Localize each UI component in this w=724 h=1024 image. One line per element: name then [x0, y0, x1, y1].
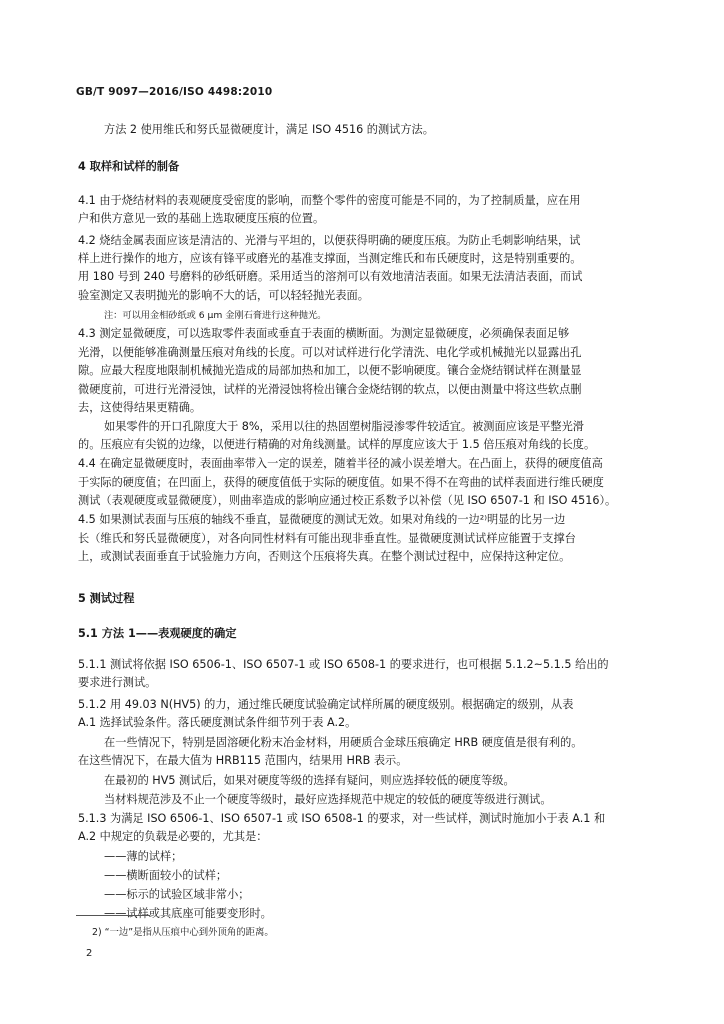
list-item: ——横断面较小的试样；	[104, 869, 228, 882]
paragraph-line: 4.3 测定显微硬度，可以选取零件表面或垂直于表面的横断面。为测定显微硬度，必须确保表面足够	[78, 327, 570, 340]
paragraph-line: 如果零件的开口孔隙度大于 8%，采用以往的热固塑树脂浸渗零件较适宜。被测面应该是平整光滑	[104, 420, 584, 433]
paragraph-line: 4.4 在确定显微硬度时，表面曲率带入一定的误差，随着半径的减小误差增大。在凸面上，获得的硬度值高	[78, 457, 603, 470]
paragraph-line: 上，或测试表面垂直于试验施力方向，否则这个压痕将失真。在整个测试过程中，应保持这种定位。	[78, 550, 571, 563]
paragraph-line: 户和供方意见一致的基础上选取硬度压痕的位置。	[78, 212, 325, 225]
paragraph-line: 的。压痕应有尖锐的边缘，以便进行精确的对角线测量。试样的厚度应该大于 1.5 倍压痕对角线的长度。	[78, 438, 596, 451]
paragraph-line: 长（维氏和努氏显微硬度），对各向同性材料有可能出现非垂直性。显微硬度测试试样应能置于支撑台	[78, 532, 576, 545]
subsection-5-1-heading: 5.1 方法 1——表观硬度的确定	[78, 627, 237, 640]
paragraph-line: 去，这使得结果更精确。	[78, 401, 202, 414]
paragraph-line: 在一些情况下，特别是固溶硬化粉末冶金材料，用硬质合金球压痕确定 HRB 硬度值是很有利的。	[104, 736, 583, 749]
paragraph-line: 5.1.2 用 49.03 N(HV5) 的力，通过维氏硬度试验确定试样所属的硬度级别。根据确定的级别，从表	[78, 698, 574, 711]
paragraph-line: 4.2 烧结金属表面应该是清洁的、光滑与平坦的，以便获得明确的硬度压痕。为防止毛刺影响结果，试	[78, 234, 581, 247]
paragraph-line: 用 180 号到 240 号磨料的砂纸研磨。采用适当的溶剂可以有效地清洁表面。如果无法清洁表面，而试	[78, 270, 583, 283]
paragraph-line: 4.1 由于烧结材料的表观硬度受密度的影响，而整个零件的密度可能是不同的，为了控制质量，应在用	[78, 194, 581, 207]
page-number: 2	[86, 948, 93, 959]
footnote: 2) “一边”是指从压痕中心到外顶角的距离。	[92, 927, 274, 938]
section-4-heading: 4 取样和试样的制备	[78, 160, 180, 173]
paragraph-line: 验室测定又表明抛光的影响不大的话，可以轻轻抛光表面。	[78, 289, 369, 302]
standard-number-header: GB/T 9097—2016/ISO 4498:2010	[76, 86, 273, 98]
paragraph-line: 5.1.1 测试将依据 ISO 6506-1、ISO 6507-1 或 ISO 6508-1 的要求进行，也可根据 5.1.2~5.1.5 给出的	[78, 658, 609, 671]
paragraph-line: 在这些情况下，在最大值为 HRB115 范围内，结果用 HRB 表示。	[78, 754, 408, 767]
paragraph-line: 样上进行操作的地方，应该有锋平或磨光的基准支撑面，当测定维氏和布氏硬度时，这是特别重要的。	[78, 252, 582, 265]
paragraph-line: 4.5 如果测试表面与压痕的轴线不垂直，显微硬度的测试无效。如果对角线的一边²⁾明显的比另一边	[78, 513, 566, 526]
paragraph-line: 隙。应最大程度地限制机械抛光造成的局部加热和加工，以便不影响硬度。镶合金烧结钢试样在测量显	[78, 364, 582, 377]
list-item: ——标示的试验区域非常小；	[104, 888, 250, 901]
method-2-line: 方法 2 使用维氏和努氏显微硬度计，满足 ISO 4516 的测试方法。	[104, 123, 434, 136]
list-item: ——试样或其底座可能要变形时。	[104, 907, 272, 920]
list-item: ——薄的试样；	[104, 850, 183, 863]
paragraph-line: 在最初的 HV5 测试后，如果对硬度等级的选择有疑问，则应选择较低的硬度等级。	[104, 774, 515, 787]
paragraph-line: 要求进行测试。	[78, 676, 157, 689]
section-5-heading: 5 测试过程	[78, 592, 135, 605]
paragraph-line: 测试（表观硬度或显微硬度），则曲率造成的影响应通过校正系数予以补偿（见 ISO 6507-1 和 ISO 4516）。	[78, 494, 617, 507]
paragraph-line: 当材料规范涉及不止一个硬度等级时，最好应选择规范中规定的较低的硬度等级进行测试。	[104, 793, 552, 806]
paragraph-line: 于实际的硬度值；在凹面上，获得的硬度值低于实际的硬度值。如果不得不在弯曲的试样表面进行维氏硬度	[78, 476, 604, 489]
paragraph-line: 5.1.3 为满足 ISO 6506-1、ISO 6507-1 或 ISO 6508-1 的要求，对一些试样，测试时施加小于表 A.1 和	[78, 812, 606, 825]
paragraph-line: 光滑，以便能够准确测量压痕对角线的长度。可以对试样进行化学清洗、电化学或机械抛光以显露出孔	[78, 346, 582, 359]
note-line: 注：可以用金相砂纸或 6 μm 金刚石膏进行这种抛光。	[104, 310, 327, 321]
paragraph-line: A.1 选择试验条件。落氏硬度测试条件细节列于表 A.2。	[78, 716, 357, 729]
paragraph-line: A.2 中规定的负载是必要的，尤其是：	[78, 830, 268, 843]
paragraph-line: 微硬度前，可进行光滑浸蚀，试样的光滑浸蚀将检出镶合金烧结钢的软点，以便由测量中将这些软点删	[78, 383, 582, 396]
footnote-divider	[76, 915, 150, 916]
